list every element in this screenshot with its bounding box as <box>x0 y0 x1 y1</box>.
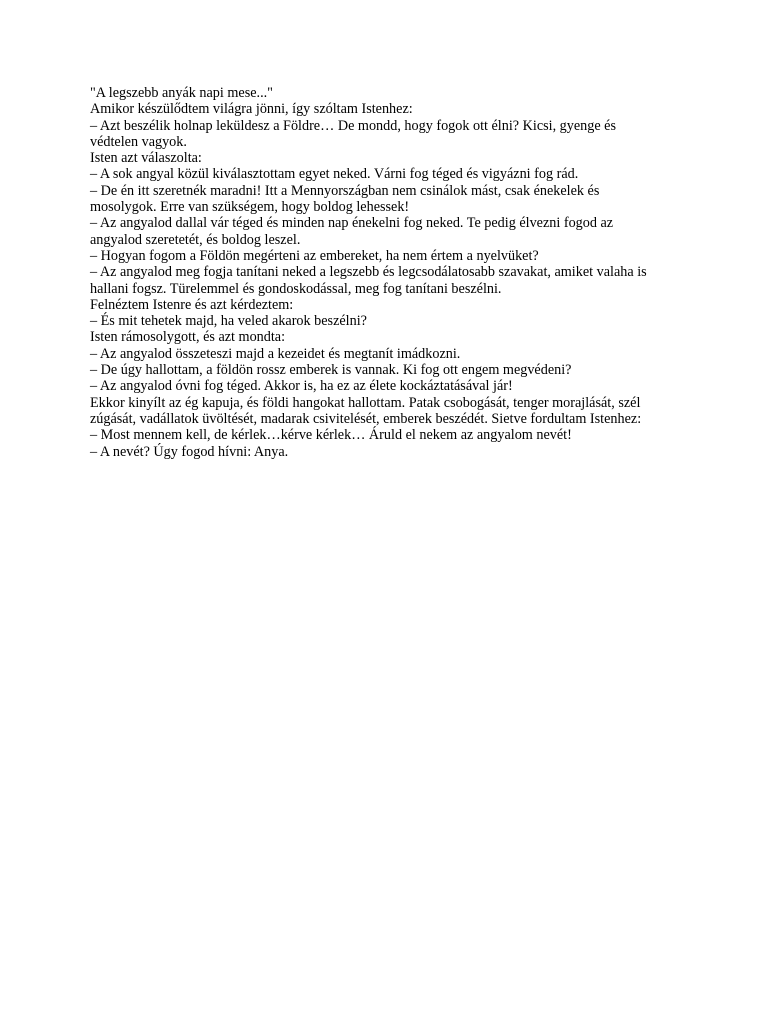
text-line: – A sok angyal közül kiválasztottam egyet neked. Várni fog téged és vigyázni fog rád. <box>90 166 579 183</box>
text-line: – A nevét? Úgy fogod hívni: Anya. <box>90 443 289 460</box>
story-title: "A legszebb anyák napi mese..." <box>90 85 273 101</box>
text-line: mosolygok. Erre van szükségem, hogy boldog lehessek! <box>90 199 410 216</box>
text-line: Ekkor kinyílt az ég kapuja, és földi hangokat hallottam. Patak csobogását, tenger morajlását, szél <box>90 394 641 411</box>
text-line: Amikor készülődtem világra jönni, így szóltam Istenhez: <box>90 101 413 118</box>
text-line: – Hogyan fogom a Földön megérteni az embereket, ha nem értem a nyelvüket? <box>90 247 539 264</box>
text-line: – Az angyalod összeteszi majd a kezeidet és megtanít imádkozni. <box>90 345 461 362</box>
text-line: – De úgy hallottam, a földön rossz emberek is vannak. Ki fog ott engem megvédeni? <box>90 362 572 379</box>
text-line: védtelen vagyok. <box>90 133 187 150</box>
text-line: – De én itt szeretnék maradni! Itt a Mennyországban nem csinálok mást, csak énekelek és <box>90 182 600 199</box>
text-line: Isten azt válaszolta: <box>90 150 202 167</box>
text-line: – Azt beszélik holnap leküldesz a Földre… De mondd, hogy fogok ott élni? Kicsi, gyenge és <box>90 117 617 134</box>
text-line: zúgását, vadállatok üvöltését, madarak csivitelését, emberek beszédét. Sietve fordultam Istenhez: <box>90 410 642 427</box>
text-line: – Most mennem kell, de kérlek…kérve kérlek… Áruld el nekem az angyalom nevét! <box>90 427 572 444</box>
text-line: hallani fogsz. Türelemmel és gondoskodással, meg fog tanítani beszélni. <box>90 280 502 297</box>
text-line: – Az angyalod meg fogja tanítani neked a legszebb és legcsodálatosabb szavakat, amiket valaha is <box>90 264 647 281</box>
text-line: – És mit tehetek majd, ha veled akarok beszélni? <box>90 313 367 330</box>
text-line: – Az angyalod dallal vár téged és minden nap énekelni fog neked. Te pedig élvezni fogod az <box>90 215 614 232</box>
text-line: Felnéztem Istenre és azt kérdeztem: <box>90 296 294 313</box>
text-line: angyalod szeretetét, és boldog leszel. <box>90 231 301 248</box>
text-line: – Az angyalod óvni fog téged. Akkor is, ha ez az élete kockáztatásával jár! <box>90 378 513 395</box>
story-text <box>90 85 690 460</box>
text-line: Isten rámosolygott, és azt mondta: <box>90 329 286 346</box>
